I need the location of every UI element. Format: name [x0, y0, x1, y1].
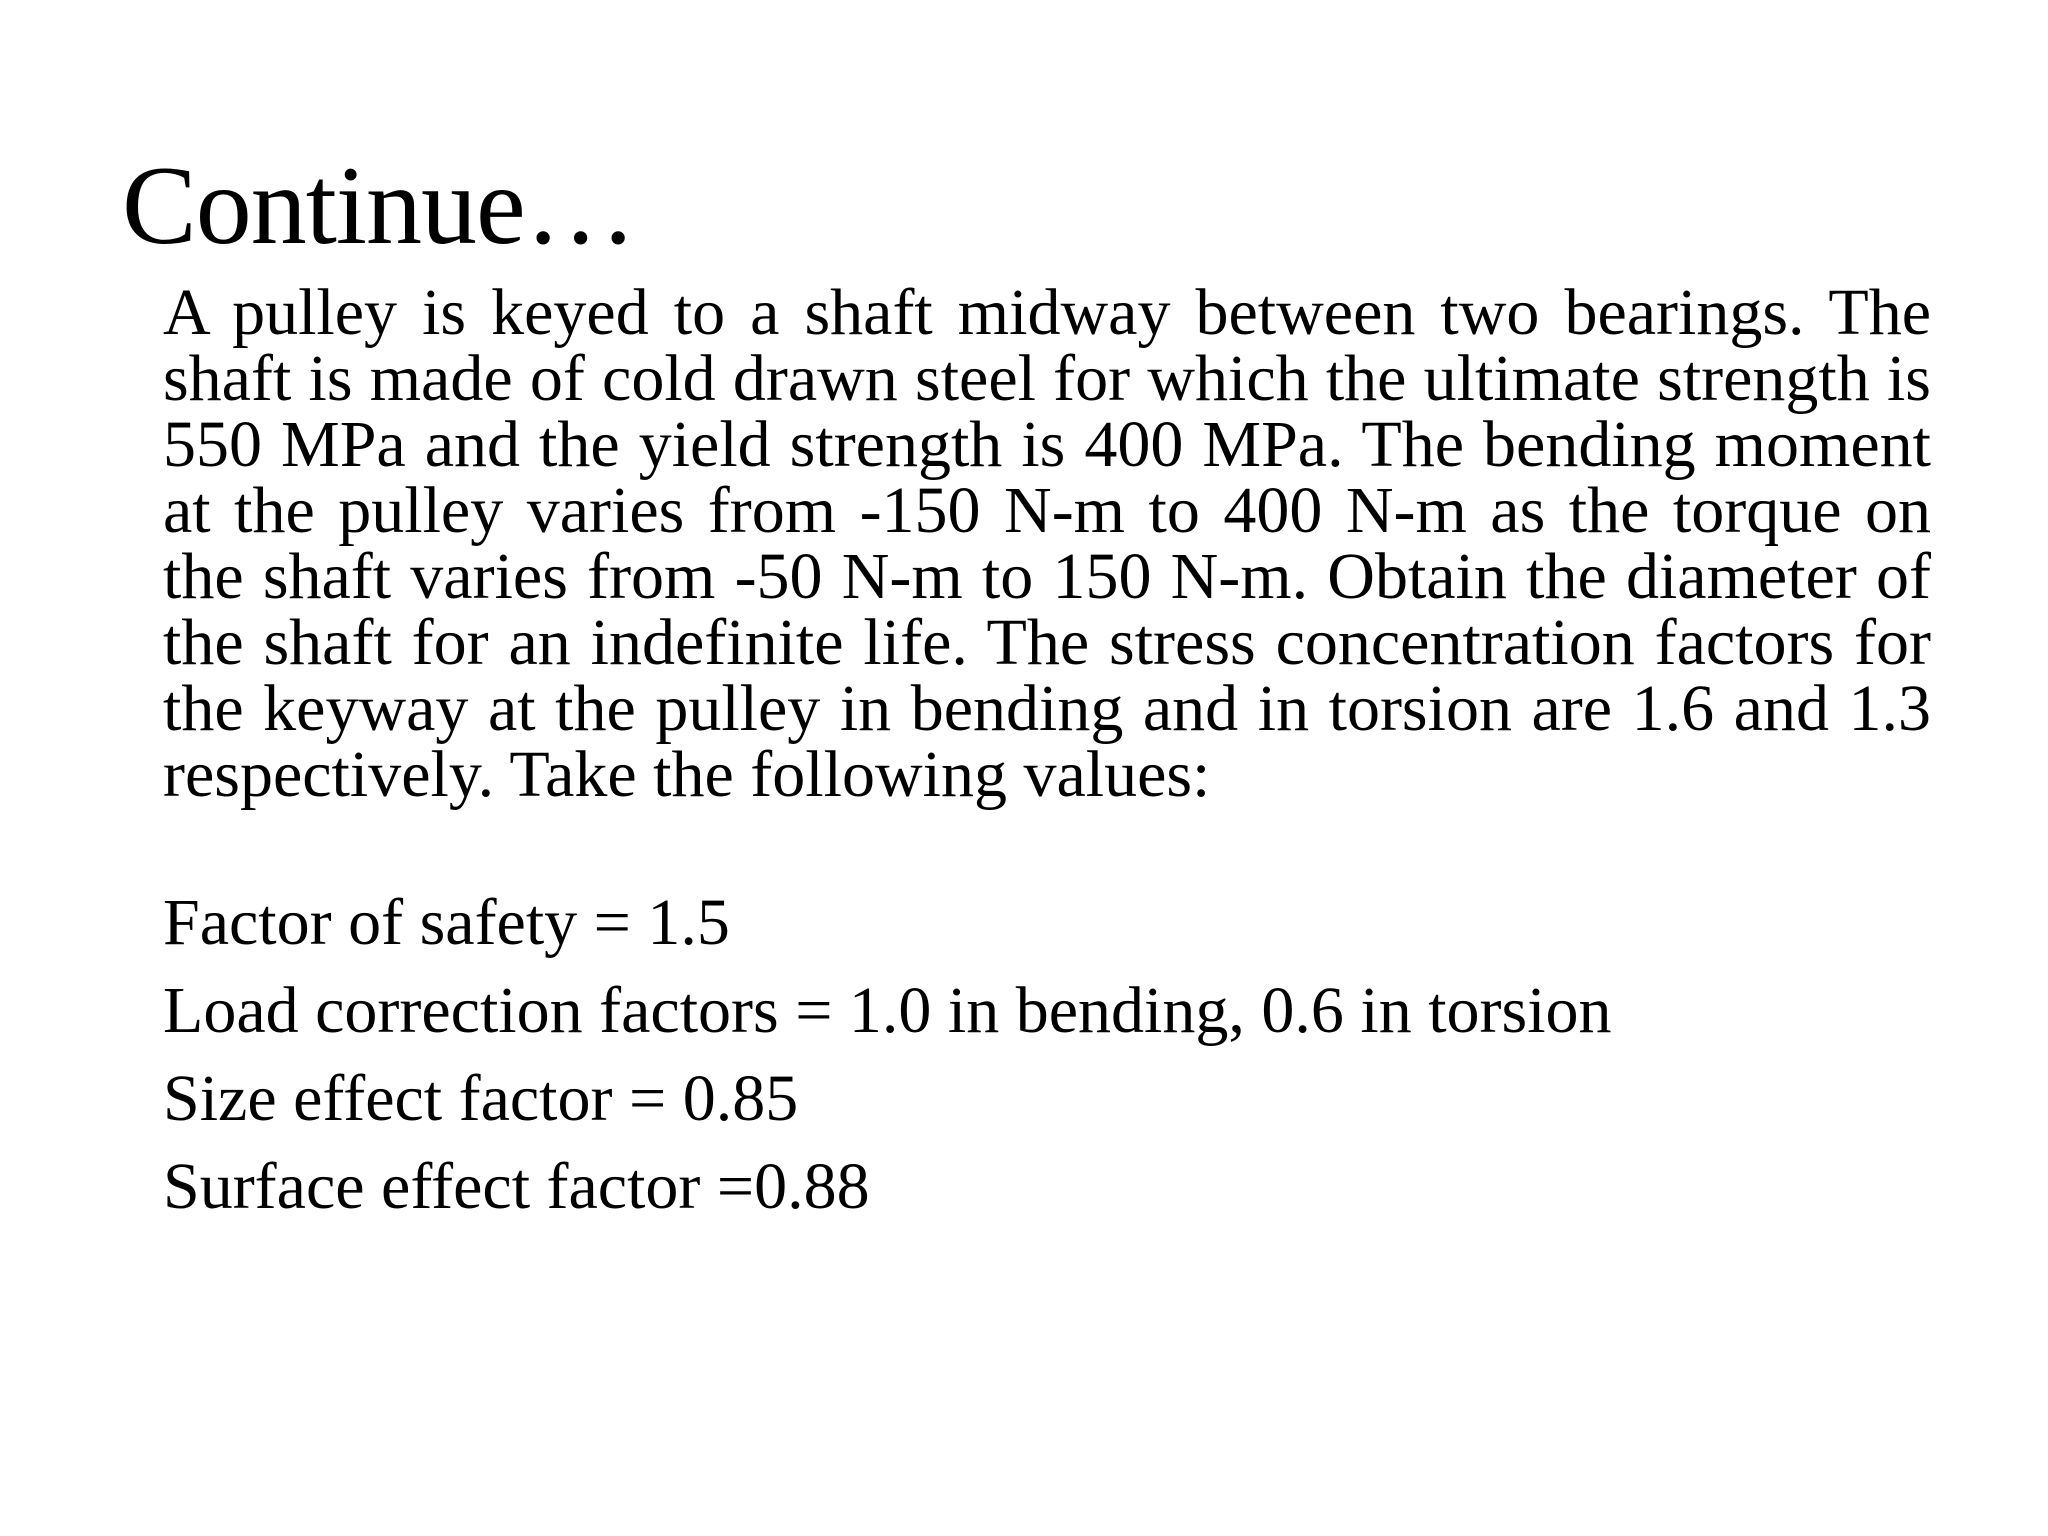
given-values-list	[163, 886, 1931, 1242]
factor-of-safety-item: Factor of safety = 1.5	[163, 886, 730, 959]
size-effect-factor-item: Size effect factor = 0.85	[163, 1062, 799, 1135]
load-correction-factors-item: Load correction factors = 1.0 in bending, 0.6 in torsion	[163, 974, 1612, 1047]
surface-effect-factor-item: Surface effect factor =0.88	[163, 1150, 870, 1223]
slide-title: Continue…	[122, 144, 636, 268]
problem-statement: A pulley is keyed to a shaft midway between two bearings. The shaft is made of cold drawn steel for which the ultimate strength is 550 MPa and the yield strength is 400 MPa. The bending moment at the pulley varies from -150 N-m to 400 N-m as the torque on the shaft varies from -50 N-m to 150 N-m. Obtain the diameter of the shaft for an indefinite life. The stress concentration factors for the keyway at the pulley in bending and in torsion are 1.6 and 1.3 respectively. Take the following values:	[163, 276, 1931, 811]
